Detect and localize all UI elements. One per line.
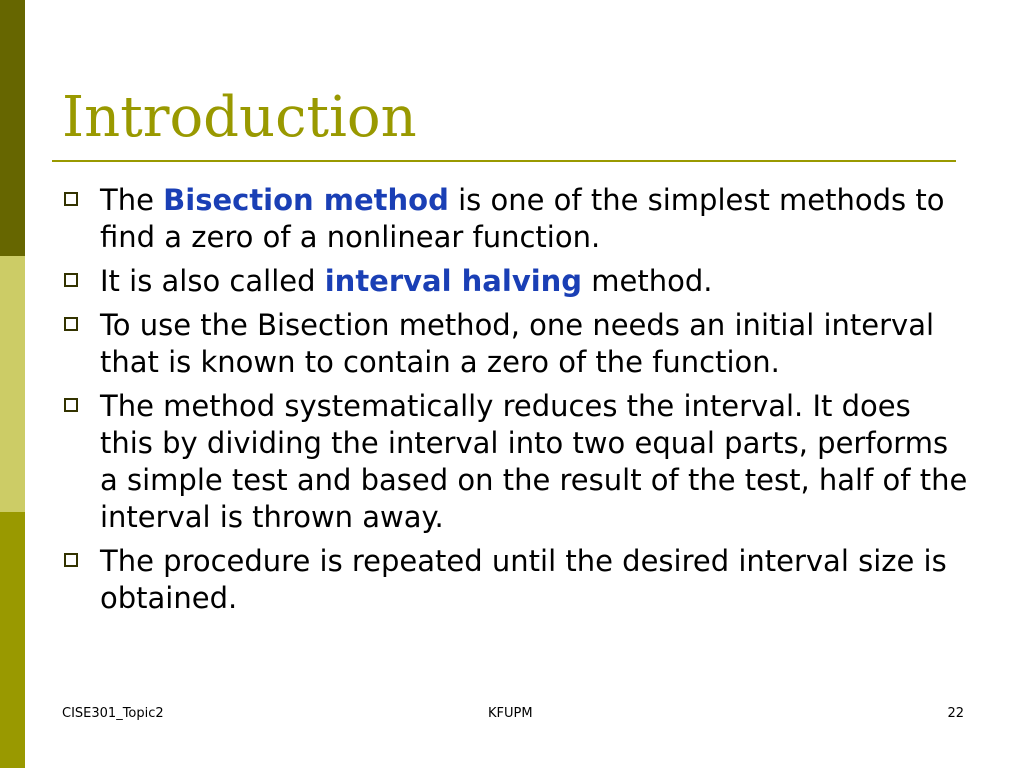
bullet-text: To use the Bisection method, one needs an initial interval that is known to contain a zero of the function. [100, 308, 935, 379]
bullet-list [62, 182, 972, 624]
bullet-item [62, 307, 972, 381]
bullet-text: The [100, 183, 164, 217]
bullet-text: is one of the simplest methods to find a zero of a nonlinear function. [100, 183, 945, 254]
bullet-item [62, 388, 972, 536]
bullet-item [62, 263, 972, 300]
bullet-emphasis-text: Bisection method [163, 183, 449, 217]
bullet-text: The method systematically reduces the interval. It does this by dividing the interval into two equal parts, performs a simple test and based on the result of the test, half of the interval is thrown away. [100, 389, 968, 534]
bullet-text: It is also called [100, 264, 325, 298]
hollow-square-icon [64, 192, 78, 206]
side-bar-top [0, 0, 25, 256]
footer-page-number: 22 [947, 706, 964, 721]
hollow-square-icon [64, 273, 78, 287]
side-bar-middle [0, 256, 25, 512]
slide-title: Introduction [62, 85, 417, 150]
hollow-square-icon [64, 398, 78, 412]
bullet-emphasis-text: interval halving [324, 264, 583, 298]
side-bar-bottom [0, 512, 25, 768]
title-underline [52, 160, 956, 162]
bullet-item [62, 182, 972, 256]
footer-institution: KFUPM [488, 706, 533, 721]
bullet-text: The procedure is repeated until the desired interval size is obtained. [100, 544, 947, 615]
hollow-square-icon [64, 553, 78, 567]
footer-course: CISE301_Topic2 [62, 706, 164, 721]
hollow-square-icon [64, 317, 78, 331]
bullet-item [62, 543, 972, 617]
bullet-text: method. [582, 264, 713, 298]
